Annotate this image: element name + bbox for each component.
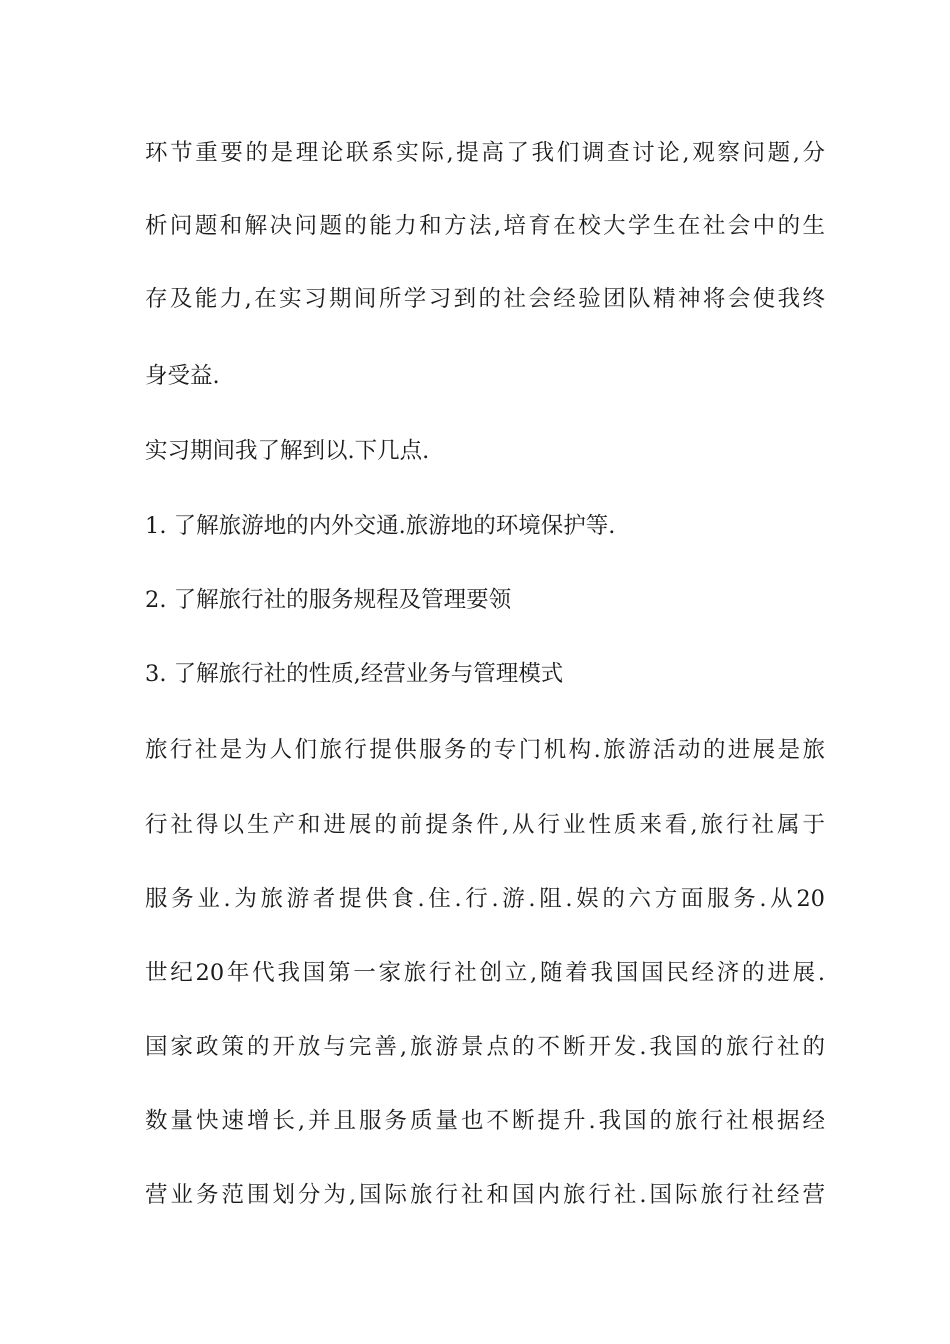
paragraph-line: 身受益. bbox=[145, 363, 220, 389]
paragraph-line: 实习期间我了解到以.下几点. bbox=[145, 438, 430, 464]
list-item: 3. 了解旅行社的性质,经营业务与管理模式 bbox=[145, 661, 564, 687]
paragraph-line: 行社得以生产和进展的前提条件,从行业性质来看,旅行社属于 bbox=[145, 812, 825, 838]
paragraph-line: 存及能力,在实习期间所学习到的社会经验团队精神将会使我终 bbox=[145, 286, 825, 312]
paragraph-line: 服务业.为旅游者提供食.住.行.游.阻.娱的六方面服务.从20 bbox=[145, 886, 825, 912]
paragraph-line: 世纪20年代我国第一家旅行社创立,随着我国国民经济的进展. bbox=[145, 960, 825, 986]
paragraph-line: 数量快速增长,并且服务质量也不断提升.我国的旅行社根据经 bbox=[145, 1108, 825, 1134]
paragraph-line: 营业务范围划分为,国际旅行社和国内旅行社.国际旅行社经营 bbox=[145, 1182, 825, 1208]
list-item: 2. 了解旅行社的服务规程及管理要领 bbox=[145, 587, 512, 613]
paragraph-line: 国家政策的开放与完善,旅游景点的不断开发.我国的旅行社的 bbox=[145, 1034, 825, 1060]
paragraph-line: 环节重要的是理论联系实际,提高了我们调查讨论,观察问题,分 bbox=[145, 140, 825, 166]
paragraph-line: 析问题和解决问题的能力和方法,培育在校大学生在社会中的生 bbox=[145, 213, 825, 239]
paragraph-line: 旅行社是为人们旅行提供服务的专门机构.旅游活动的进展是旅 bbox=[145, 737, 825, 763]
list-item: 1. 了解旅游地的内外交通.旅游地的环境保护等. bbox=[145, 513, 616, 539]
